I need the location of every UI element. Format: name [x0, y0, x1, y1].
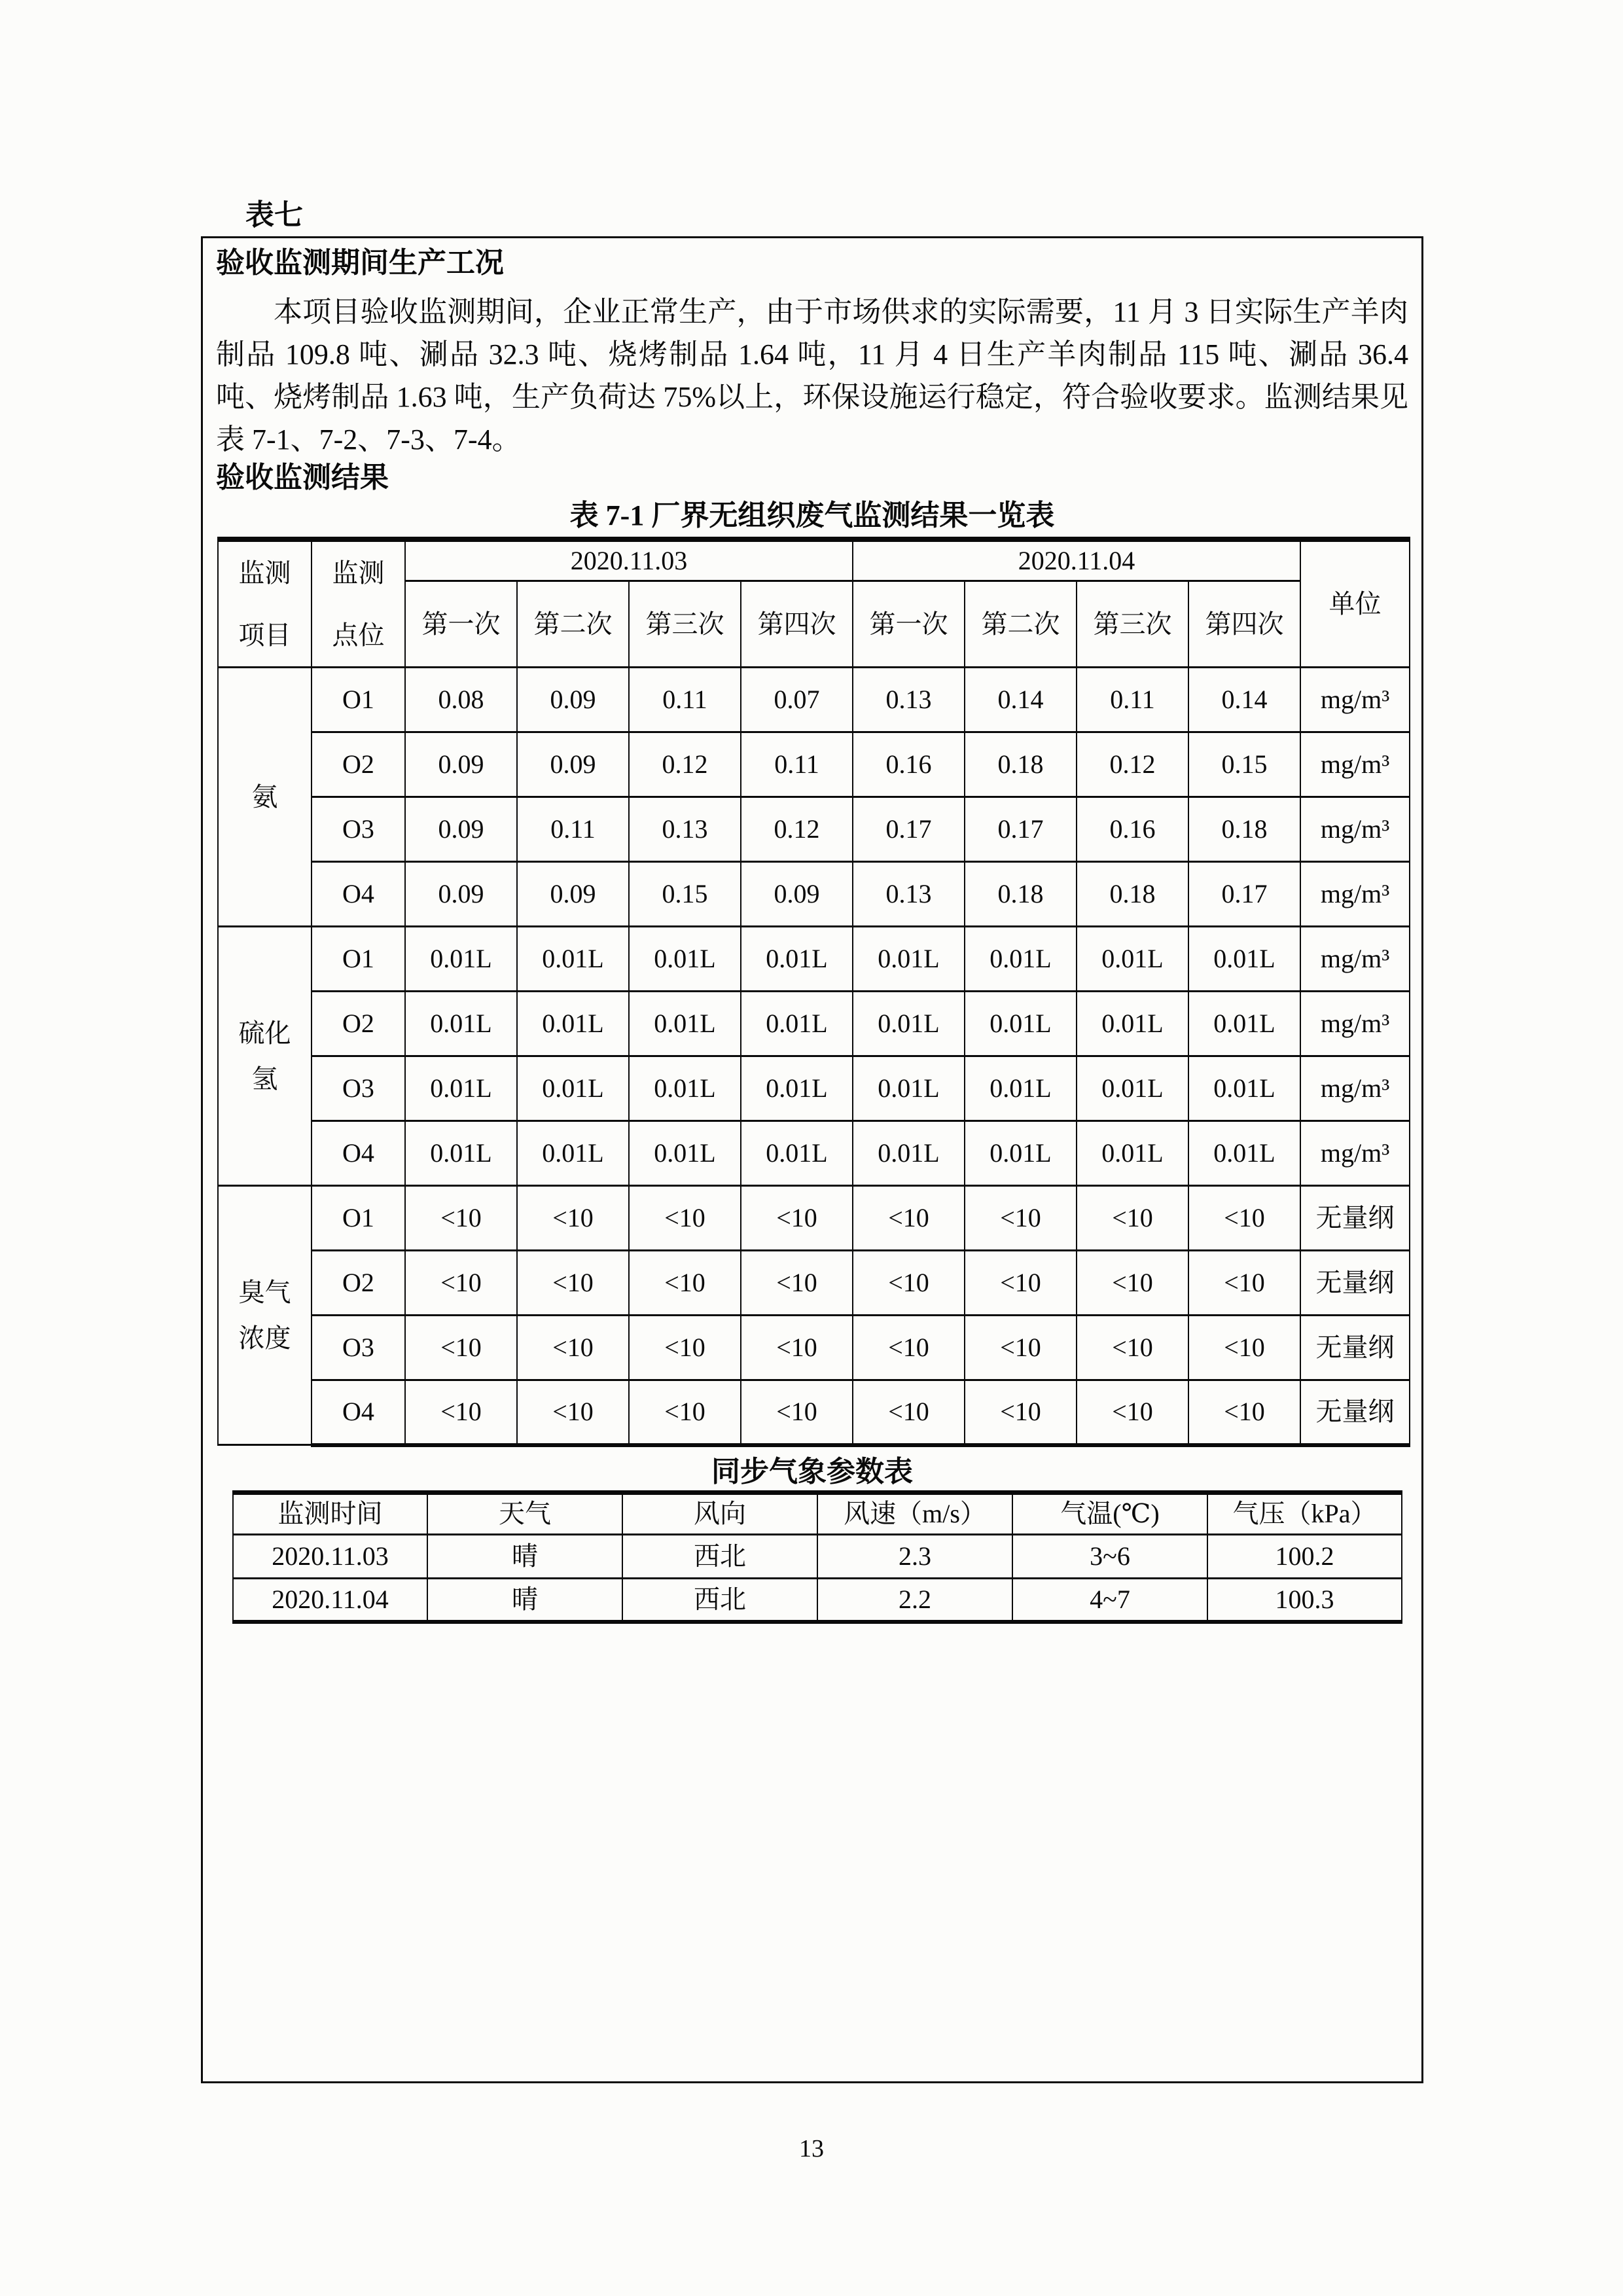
value-cell: 0.07	[741, 668, 853, 732]
value-cell: 0.01L	[853, 927, 965, 992]
table-row	[218, 732, 1410, 797]
value-cell: <10	[405, 1186, 517, 1251]
value-cell: <10	[1077, 1316, 1188, 1380]
value-cell: 0.01L	[965, 1056, 1077, 1121]
param-line: 浓度	[238, 1323, 291, 1353]
time-header-cell: 第四次	[1188, 581, 1300, 668]
weather-header-cell: 气温(℃)	[1012, 1492, 1207, 1534]
param-cell-hydrogen-sulfide	[218, 927, 312, 1186]
unit-cell: mg/m³	[1300, 862, 1410, 927]
table-row	[218, 797, 1410, 862]
value-cell: 0.09	[405, 797, 517, 862]
weather-header-cell: 风速（m/s）	[817, 1492, 1012, 1534]
unit-cell: 无量纲	[1300, 1316, 1410, 1380]
weather-cell: 2.2	[817, 1578, 1012, 1622]
value-cell: 0.01L	[965, 927, 1077, 992]
time-header-cell: 第一次	[405, 581, 517, 668]
value-cell: <10	[405, 1316, 517, 1380]
weather-header-cell: 天气	[427, 1492, 622, 1534]
time-header-cell: 第二次	[517, 581, 629, 668]
value-cell: 0.18	[965, 862, 1077, 927]
param-line: 氨	[251, 781, 278, 812]
table-row	[218, 1380, 1410, 1445]
point-header-line: 点位	[332, 620, 385, 650]
table-row	[218, 1316, 1410, 1380]
weather-cell: 100.2	[1207, 1534, 1402, 1578]
param-cell-odor	[218, 1186, 312, 1445]
value-cell: 0.09	[517, 668, 629, 732]
value-cell: 0.01L	[629, 1121, 741, 1186]
gas-monitoring-table	[217, 537, 1410, 1447]
weather-cell: 西北	[622, 1534, 817, 1578]
table-row	[218, 668, 1410, 732]
value-cell: 0.12	[629, 732, 741, 797]
value-cell: 0.12	[1077, 732, 1188, 797]
content-frame	[201, 236, 1423, 2083]
value-cell: <10	[517, 1251, 629, 1316]
weather-cell: 2020.11.03	[233, 1534, 427, 1578]
point-cell: O3	[312, 1056, 405, 1121]
point-cell: O3	[312, 797, 405, 862]
unit-cell: mg/m³	[1300, 732, 1410, 797]
value-cell: 0.13	[853, 668, 965, 732]
weather-cell: 晴	[427, 1534, 622, 1578]
value-cell: 0.16	[1077, 797, 1188, 862]
value-cell: 0.11	[517, 797, 629, 862]
value-cell: <10	[517, 1316, 629, 1380]
unit-cell: 无量纲	[1300, 1186, 1410, 1251]
value-cell: 0.01L	[741, 927, 853, 992]
point-cell: O4	[312, 1380, 405, 1445]
value-cell: <10	[741, 1316, 853, 1380]
value-cell: 0.01L	[853, 992, 965, 1056]
value-cell: 0.15	[1188, 732, 1300, 797]
value-cell: 0.01L	[741, 1056, 853, 1121]
value-cell: 0.01L	[1188, 1056, 1300, 1121]
value-cell: 0.14	[965, 668, 1077, 732]
value-cell: 0.01L	[405, 1121, 517, 1186]
weather-header-cell: 气压（kPa）	[1207, 1492, 1402, 1534]
unit-cell: mg/m³	[1300, 992, 1410, 1056]
value-cell: <10	[405, 1380, 517, 1445]
weather-row	[233, 1578, 1402, 1622]
weather-cell: 西北	[622, 1578, 817, 1622]
value-cell: 0.01L	[629, 927, 741, 992]
table-row	[218, 1121, 1410, 1186]
value-cell: <10	[1077, 1380, 1188, 1445]
value-cell: <10	[741, 1251, 853, 1316]
page-tag: 表七	[245, 199, 303, 231]
point-cell: O1	[312, 927, 405, 992]
results-heading: 验收监测结果	[216, 461, 389, 493]
table-row	[218, 1056, 1410, 1121]
value-cell: 0.01L	[853, 1121, 965, 1186]
value-cell: 0.01L	[1188, 992, 1300, 1056]
table-row	[218, 992, 1410, 1056]
value-cell: 0.01L	[405, 927, 517, 992]
unit-cell: mg/m³	[1300, 668, 1410, 732]
time-header-cell: 第四次	[741, 581, 853, 668]
value-cell: 0.01L	[1077, 1121, 1188, 1186]
value-cell: <10	[629, 1186, 741, 1251]
value-cell: <10	[965, 1316, 1077, 1380]
value-cell: 0.01L	[1077, 992, 1188, 1056]
param-cell-ammonia	[218, 668, 312, 927]
item-header-line: 监测	[238, 558, 291, 588]
value-cell: 0.09	[517, 862, 629, 927]
value-cell: 0.18	[1077, 862, 1188, 927]
point-header-line: 监测	[332, 558, 385, 588]
point-header-cell	[312, 539, 405, 668]
weather-row	[233, 1534, 1402, 1578]
value-cell: 0.11	[629, 668, 741, 732]
time-header-cell: 第一次	[853, 581, 965, 668]
weather-cell: 3~6	[1012, 1534, 1207, 1578]
value-cell: 0.09	[517, 732, 629, 797]
point-cell: O2	[312, 1251, 405, 1316]
value-cell: 0.17	[965, 797, 1077, 862]
value-cell: 0.01L	[517, 1056, 629, 1121]
value-cell: 0.11	[1077, 668, 1188, 732]
main-table-title: 表 7-1 厂界无组织废气监测结果一览表	[569, 499, 1055, 531]
value-cell: 0.09	[405, 862, 517, 927]
value-cell: <10	[965, 1251, 1077, 1316]
value-cell: 0.15	[629, 862, 741, 927]
page-number: 13	[799, 2135, 824, 2162]
production-status-heading: 验收监测期间生产工况	[216, 247, 504, 279]
value-cell: 0.01L	[517, 1121, 629, 1186]
point-cell: O2	[312, 732, 405, 797]
date-header-cell: 2020.11.03	[405, 539, 853, 581]
table-header-row	[218, 539, 1410, 581]
point-cell: O3	[312, 1316, 405, 1380]
value-cell: 0.01L	[517, 927, 629, 992]
value-cell: 0.01L	[741, 1121, 853, 1186]
value-cell: 0.01L	[1077, 1056, 1188, 1121]
weather-cell: 100.3	[1207, 1578, 1402, 1622]
point-cell: O4	[312, 862, 405, 927]
value-cell: 0.01L	[1077, 927, 1188, 992]
value-cell: 0.01L	[1188, 1121, 1300, 1186]
value-cell: <10	[741, 1186, 853, 1251]
weather-cell: 4~7	[1012, 1578, 1207, 1622]
value-cell: <10	[1077, 1251, 1188, 1316]
weather-header-row	[233, 1492, 1402, 1534]
value-cell: <10	[517, 1186, 629, 1251]
weather-cell: 2020.11.04	[233, 1578, 427, 1622]
param-line: 氢	[251, 1064, 278, 1094]
item-header-cell	[218, 539, 312, 668]
table-row	[218, 927, 1410, 992]
value-cell: <10	[629, 1251, 741, 1316]
value-cell: 0.16	[853, 732, 965, 797]
unit-cell: mg/m³	[1300, 927, 1410, 992]
value-cell: 0.17	[853, 797, 965, 862]
unit-cell: mg/m³	[1300, 1121, 1410, 1186]
param-line: 臭气	[238, 1277, 291, 1307]
value-cell: <10	[853, 1251, 965, 1316]
unit-cell: mg/m³	[1300, 797, 1410, 862]
unit-cell: mg/m³	[1300, 1056, 1410, 1121]
value-cell: 0.14	[1188, 668, 1300, 732]
value-cell: <10	[1188, 1380, 1300, 1445]
value-cell: 0.13	[853, 862, 965, 927]
value-cell: 0.17	[1188, 862, 1300, 927]
point-cell: O1	[312, 668, 405, 732]
value-cell: 0.01L	[405, 1056, 517, 1121]
value-cell: <10	[1188, 1316, 1300, 1380]
value-cell: 0.08	[405, 668, 517, 732]
value-cell: 0.11	[741, 732, 853, 797]
value-cell: <10	[853, 1316, 965, 1380]
value-cell: <10	[1077, 1186, 1188, 1251]
value-cell: 0.09	[405, 732, 517, 797]
value-cell: <10	[853, 1380, 965, 1445]
date-header-cell: 2020.11.04	[853, 539, 1300, 581]
value-cell: <10	[853, 1186, 965, 1251]
weather-cell: 晴	[427, 1578, 622, 1622]
point-cell: O2	[312, 992, 405, 1056]
value-cell: 0.18	[1188, 797, 1300, 862]
unit-cell: 无量纲	[1300, 1380, 1410, 1445]
value-cell: 0.01L	[629, 992, 741, 1056]
value-cell: 0.01L	[405, 992, 517, 1056]
value-cell: 0.01L	[517, 992, 629, 1056]
weather-table-title: 同步气象参数表	[711, 1455, 913, 1488]
value-cell: <10	[741, 1380, 853, 1445]
value-cell: <10	[629, 1380, 741, 1445]
value-cell: 0.01L	[965, 1121, 1077, 1186]
value-cell: 0.01L	[1188, 927, 1300, 992]
value-cell: <10	[629, 1316, 741, 1380]
weather-table	[232, 1490, 1402, 1624]
time-header-cell: 第三次	[629, 581, 741, 668]
weather-header-cell: 监测时间	[233, 1492, 427, 1534]
value-cell: 0.01L	[629, 1056, 741, 1121]
weather-cell: 2.3	[817, 1534, 1012, 1578]
value-cell: <10	[405, 1251, 517, 1316]
value-cell: 0.01L	[741, 992, 853, 1056]
value-cell: 0.12	[741, 797, 853, 862]
item-header-line: 项目	[238, 620, 291, 650]
time-header-cell: 第二次	[965, 581, 1077, 668]
value-cell: <10	[517, 1380, 629, 1445]
value-cell: <10	[965, 1380, 1077, 1445]
time-header-cell: 第三次	[1077, 581, 1188, 668]
production-status-paragraph: 本项目验收监测期间，企业正常生产，由于市场供求的实际需要，11 月 3 日实际生产羊肉制品 109.8 吨、涮品 32.3 吨、烧烤制品 1.64 吨，11 月 4 日生产羊肉制品 115 吨、涮品 36.4 吨、烧烤制品 1.63 吨，生产负荷达 75%以上，环保设施运行稳定，符合验收要求。监测结果见表 7-1、7-2、7-3、7-4。	[216, 296, 1408, 456]
table-row	[218, 862, 1410, 927]
value-cell: 0.01L	[965, 992, 1077, 1056]
table-row	[218, 1186, 1410, 1251]
weather-header-cell: 风向	[622, 1492, 817, 1534]
point-cell: O4	[312, 1121, 405, 1186]
param-line: 硫化	[238, 1018, 291, 1048]
point-cell: O1	[312, 1186, 405, 1251]
value-cell: <10	[1188, 1251, 1300, 1316]
value-cell: <10	[965, 1186, 1077, 1251]
value-cell: 0.01L	[853, 1056, 965, 1121]
value-cell: 0.13	[629, 797, 741, 862]
table-row	[218, 1251, 1410, 1316]
value-cell: <10	[1188, 1186, 1300, 1251]
value-cell: 0.18	[965, 732, 1077, 797]
unit-header-cell: 单位	[1300, 539, 1410, 668]
value-cell: 0.09	[741, 862, 853, 927]
unit-cell: 无量纲	[1300, 1251, 1410, 1316]
